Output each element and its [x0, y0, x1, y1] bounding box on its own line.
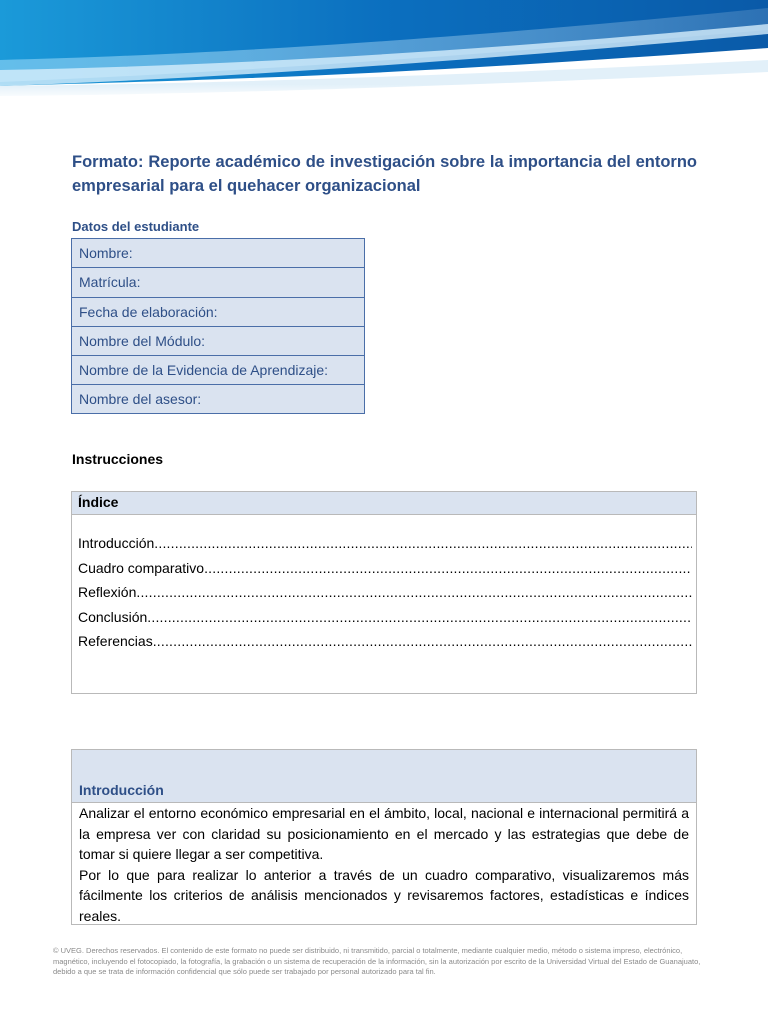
page-title: Formato: Reporte académico de investigación sobre la importancia del entorno empresarial para el quehacer organizacional	[72, 153, 697, 195]
index-item-label: Referencias	[78, 633, 153, 649]
header-banner	[0, 0, 768, 100]
index-list	[72, 515, 696, 654]
student-field-advisor[interactable]: Nombre del asesor:	[72, 384, 364, 413]
copyright-footer: © UVEG. Derechos reservados. El contenido de este formato no puede ser distribuido, ni transmitido, parcial o totalmente, mediante cualquier medio, método o sistema impreso, electrónico, magnético, incluyendo el fotocopiado, la fotografía, la grabación o un sistema de recuperación de la información, sin la autorización por escrito de la Universidad Virtual del Estado de Guanajuato, debido a que se trata de información confidencial que sólo puede ser trabajado por personal autorizado para tal fin.	[53, 946, 701, 976]
student-data-table	[71, 238, 365, 414]
introduction-heading: Introducción	[79, 782, 164, 798]
index-item-references[interactable]	[78, 629, 692, 654]
instructions-heading: Instrucciones	[72, 451, 164, 467]
student-field-date[interactable]: Fecha de elaboración:	[72, 297, 364, 326]
index-item-label: Introducción	[78, 535, 155, 551]
introduction-body[interactable]	[72, 803, 696, 927]
introduction-paragraph: Por lo que para realizar lo anterior a través de un cuadro comparativo, visualizaremos más fácilmente los criterios de análisis mencionados y revisaremos factores, estadísticas e índices reales.	[79, 866, 689, 924]
index-item-comparison[interactable]	[78, 556, 692, 581]
leader-dots	[204, 556, 692, 581]
index-item-conclusion[interactable]	[78, 605, 692, 630]
index-item-label: Cuadro comparativo	[78, 559, 205, 576]
index-header: Índice	[72, 492, 696, 515]
index-item-introduction[interactable]	[78, 531, 692, 556]
index-box	[71, 491, 697, 694]
student-field-evidence[interactable]: Nombre de la Evidencia de Aprendizaje:	[72, 355, 364, 384]
student-field-name[interactable]: Nombre:	[72, 239, 364, 268]
index-item-reflection[interactable]	[78, 580, 692, 605]
index-item-label: Reflexión	[78, 584, 137, 600]
introduction-header	[72, 750, 696, 803]
leader-dots	[153, 629, 692, 654]
introduction-paragraph: Analizar el entorno económico empresarial en el ámbito, local, nacional e internacional permitirá a la empresa ver con claridad su posicionamiento en el mercado y las estrategias que debe de tomar si quiere llegar a ser competitiva.	[79, 805, 689, 863]
leader-dots	[154, 531, 692, 556]
student-field-enrollment[interactable]: Matrícula:	[79, 274, 141, 290]
introduction-box	[71, 749, 697, 925]
index-item-label: Conclusión	[78, 608, 148, 625]
student-section-label: Datos del estudiante	[72, 219, 200, 234]
student-field-module[interactable]: Nombre del Módulo:	[72, 326, 364, 355]
leader-dots	[147, 605, 692, 630]
leader-dots	[136, 580, 692, 605]
